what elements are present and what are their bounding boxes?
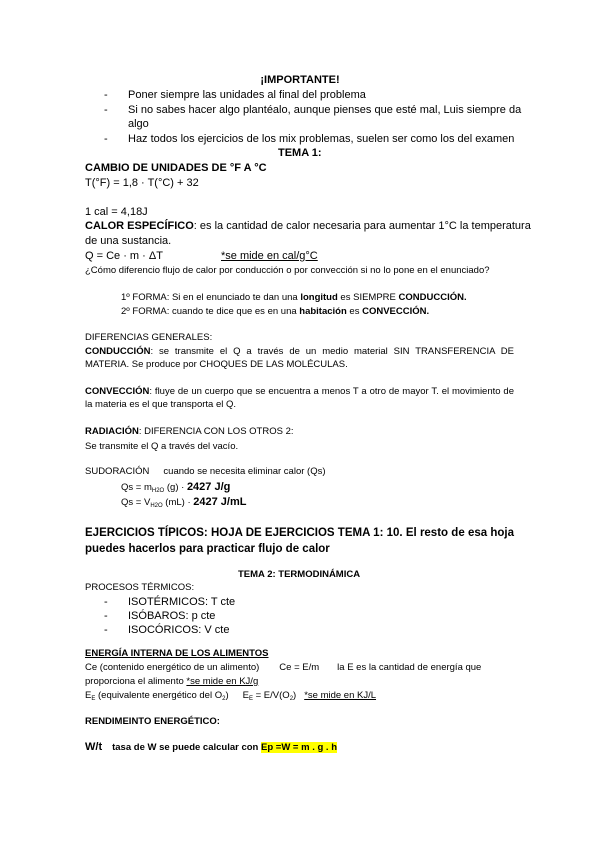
ce-definition: Ce (contenido energético de un alimento) Ce = E/m la E es la cantidad de energía que — [85, 662, 482, 673]
conduction-question: ¿Cómo diferencio flujo de calor por conducción o por convección si no lo pone en el enunciado? — [85, 265, 490, 276]
conveccion-def: CONVECCIÓN: fluye de un cuerpo que se encuentra a menos T a otro de mayor T. el movimiento de la materia es el que transporta el Q. — [85, 386, 514, 410]
tema2-title: TEMA 2: TERMODINÁMICA — [238, 569, 361, 580]
procesos-heading: PROCESOS TÉRMICOS: — [85, 582, 195, 593]
important-item: - Si no sabes hacer algo plantéalo, aunque pienses que esté mal, Luis siempre da — [104, 104, 522, 116]
radiacion-def: RADIACIÓN: DIFERENCIA CON LOS OTROS 2: — [85, 426, 294, 437]
specific-heat-def: CALOR ESPECÍFICO: es la cantidad de calor necesaria para aumentar 1°C la temperatura — [85, 220, 531, 232]
proceso-item: - ISOTÉRMICOS: T cte — [104, 596, 236, 608]
tema1-title: TEMA 1: — [278, 147, 322, 159]
conduccion-def: CONDUCCIÓN: se transmite el Q a través de un medio material SIN TRANSFERENCIA DE MATERIA. Se produce por CHOQUES DE LAS MOLÉCULAS. — [85, 346, 514, 370]
ce-definition-cont: proporciona el alimento *se mide en KJ/g — [85, 676, 259, 687]
proceso-item: - ISOCÓRICOS: V cte — [104, 624, 230, 636]
units-formula: T(°F) = 1,8 · T(°C) + 32 — [85, 177, 199, 189]
q-formula: Q = Ce · m · ΔT — [85, 250, 163, 262]
rendimiento-heading: RENDIMEINTO ENERGÉTICO: — [85, 716, 220, 727]
ee-definition: $E_E$ (equivalente energético del $O_2$) $E_E = E/V(O_2)$ *se mide en KJ/L — [85, 690, 377, 702]
important-item: - Haz todos los ejercicios de los mix problemas, suelen ser como los del examen — [104, 133, 515, 145]
qs-formula-volume: $Qs = V_{H2O}$ (mL) · 2427 J/mL — [121, 496, 247, 509]
highlighted-formula: Ep =W = m . g . h — [261, 742, 338, 753]
energia-heading: ENERGÍA INTERNA DE LOS ALIMENTOS — [85, 648, 269, 659]
important-item-continued: algo — [128, 118, 149, 130]
radiacion-def-cont: Se transmite el Q a través del vacío. — [85, 441, 239, 452]
sudoracion-heading: SUDORACIÓN cuando se necesita eliminar calor (Qs) — [85, 466, 326, 477]
q-unit: *se mide en cal/g°C — [221, 250, 318, 262]
cal-equivalence: 1 cal = 4,18J — [85, 206, 148, 218]
important-title: ¡IMPORTANTE! — [260, 74, 340, 86]
units-heading: CAMBIO DE UNIDADES DE °F A °C — [85, 162, 267, 174]
wt-formula: W/t tasa de W se puede calcular con Ep =W = m . g . h — [85, 741, 338, 753]
forma-2: 2º FORMA: cuando te dice que es en una habitación es CONVECCIÓN. — [121, 306, 430, 317]
important-item: - Poner siempre las unidades al final del problema — [104, 89, 366, 101]
forma-1: 1º FORMA: Si en el enunciado te dan una longitud es SIEMPRE CONDUCCIÓN. — [121, 292, 467, 303]
proceso-item: - ISÓBAROS: p cte — [104, 610, 216, 622]
diferencias-heading: DIFERENCIAS GENERALES: — [85, 332, 213, 343]
ejercicios-tipicos: EJERCICIOS TÍPICOS: HOJA DE EJERCICIOS TEMA 1: 10. El resto de esa hoja puedes hacerlos para practicar flujo de calor — [85, 527, 514, 555]
specific-heat-def-cont: de una sustancia. — [85, 235, 172, 247]
qs-formula-mass: $Qs = m_{H2O}$ (g) · 2427 J/g — [121, 481, 231, 494]
